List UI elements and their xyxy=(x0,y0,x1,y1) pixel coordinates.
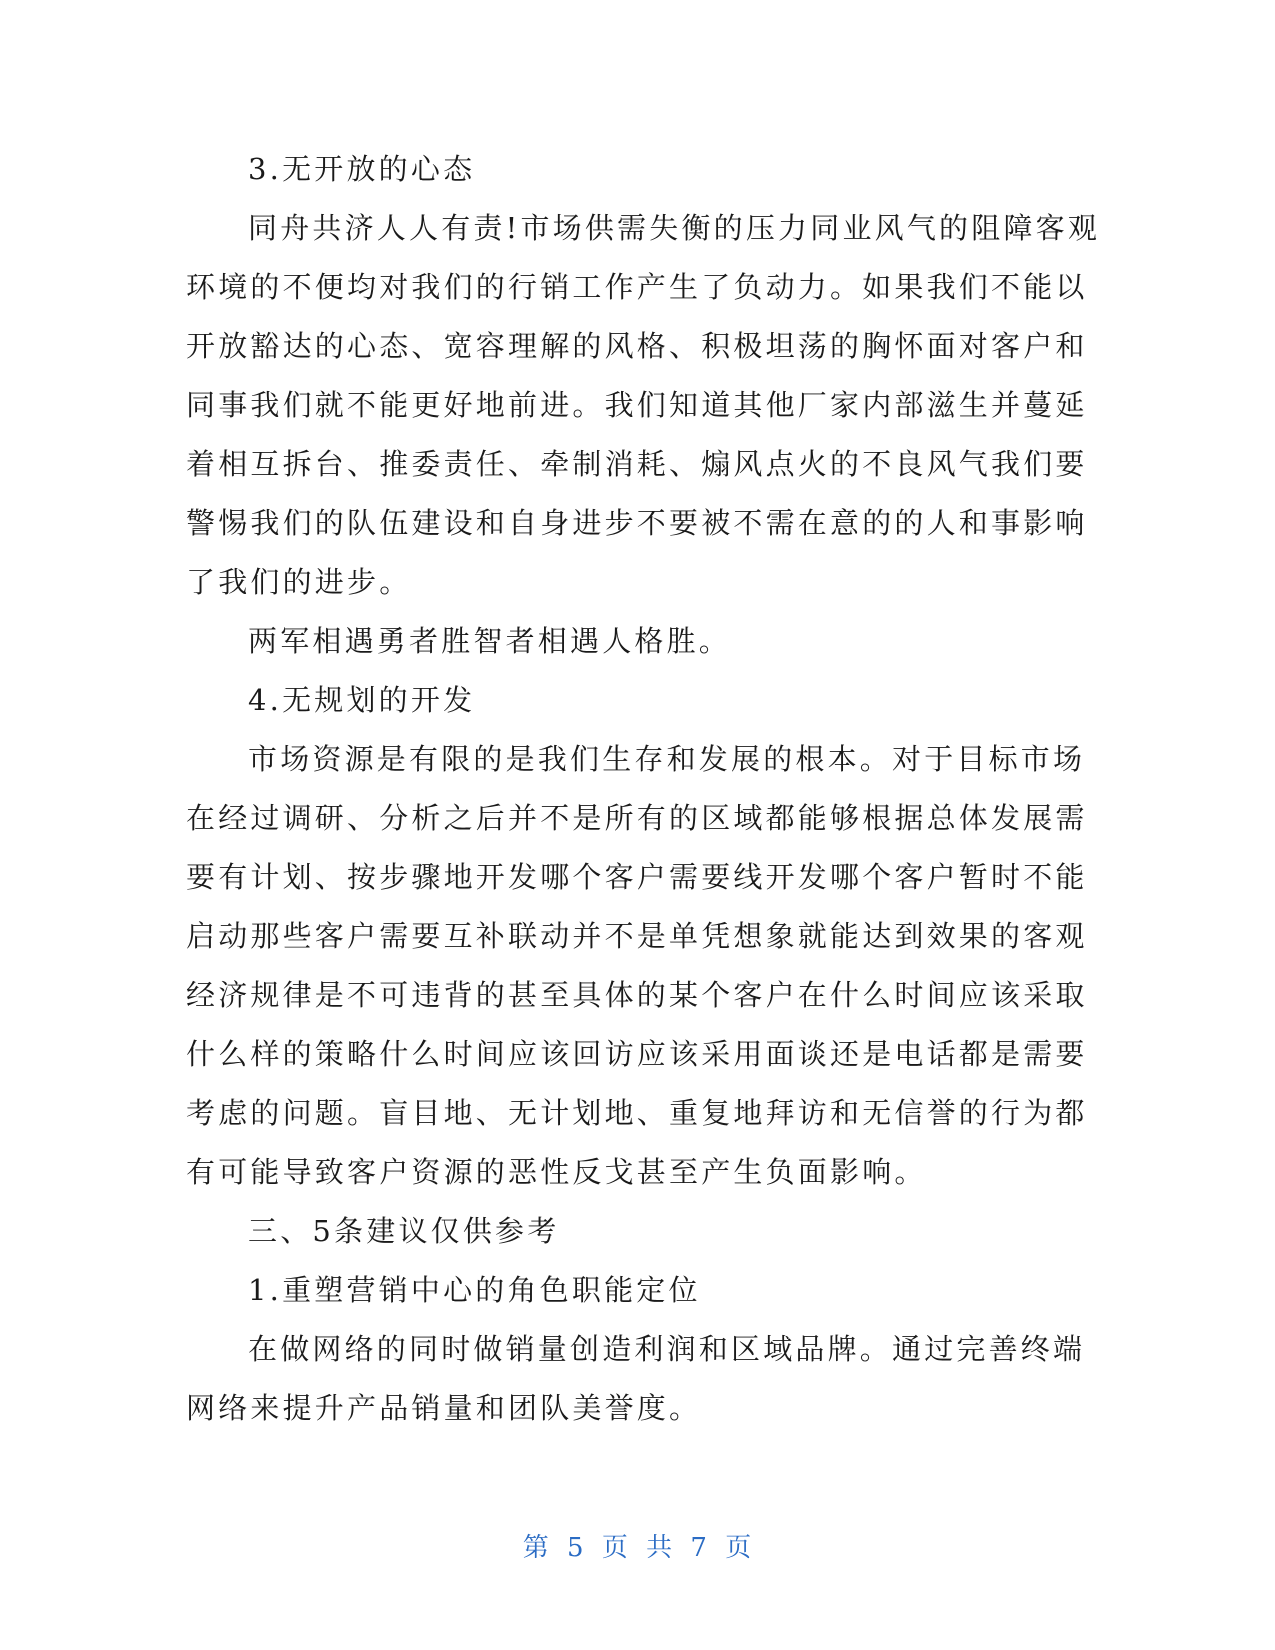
text-line: 同舟共济人人有责!市场供需失衡的压力同业风气的阻障客观 xyxy=(248,211,1101,245)
text-line: 环境的不便均对我们的行销工作产生了负动力。如果我们不能以 xyxy=(186,270,1088,304)
text-line: 在经过调研、分析之后并不是所有的区域都能够根据总体发展需 xyxy=(186,801,1088,835)
text-line: 在做网络的同时做销量创造利润和区域品牌。通过完善终端 xyxy=(248,1332,1086,1366)
text-line: 警惕我们的队伍建设和自身进步不要被不需在意的的人和事影响 xyxy=(186,506,1088,540)
text-line: 经济规律是不可违背的甚至具体的某个客户在什么时间应该采取 xyxy=(186,978,1088,1012)
paragraph xyxy=(186,730,1088,1202)
heading-line: 1.重塑营销中心的角色职能定位 xyxy=(248,1273,701,1307)
text-line: 同事我们就不能更好地前进。我们知道其他厂家内部滋生并蔓延 xyxy=(186,388,1088,422)
document-body xyxy=(186,140,1101,1438)
heading-line: 3.无开放的心态 xyxy=(248,152,476,186)
heading-line: 4.无规划的开发 xyxy=(248,683,476,717)
text-line: 两军相遇勇者胜智者相遇人格胜。 xyxy=(248,624,732,658)
text-line: 什么样的策略什么时间应该回访应该采用面谈还是电话都是需要 xyxy=(186,1037,1088,1071)
paragraph xyxy=(186,199,1101,612)
text-line: 网络来提升产品销量和团队美誉度。 xyxy=(186,1391,702,1425)
text-line: 着相互拆台、推委责任、牵制消耗、煽风点火的不良风气我们要 xyxy=(186,447,1088,481)
section-heading xyxy=(186,1202,1066,1261)
page-number-footer: 第 5 页 共 7 页 xyxy=(522,1533,753,1563)
text-line: 考虑的问题。盲目地、无计划地、重复地拜访和无信誉的行为都 xyxy=(186,1096,1088,1130)
paragraph-heading-4 xyxy=(186,671,1066,730)
paragraph xyxy=(186,612,1066,671)
text-line: 开放豁达的心态、宽容理解的风格、积极坦荡的胸怀面对客户和 xyxy=(186,329,1088,363)
paragraph-heading-1 xyxy=(186,1261,1066,1320)
paragraph-heading-3 xyxy=(186,140,1066,199)
text-line: 启动那些客户需要互补联动并不是单凭想象就能达到效果的客观 xyxy=(186,919,1088,953)
text-line: 有可能导致客户资源的恶性反戈甚至产生负面影响。 xyxy=(186,1155,927,1189)
text-line: 要有计划、按步骤地开发哪个客户需要线开发哪个客户暂时不能 xyxy=(186,860,1088,894)
text-line: 了我们的进步。 xyxy=(186,565,412,599)
heading-line: 三、5条建议仅供参考 xyxy=(248,1214,560,1248)
text-line: 市场资源是有限的是我们生存和发展的根本。对于目标市场 xyxy=(248,742,1086,776)
paragraph xyxy=(186,1320,1086,1438)
